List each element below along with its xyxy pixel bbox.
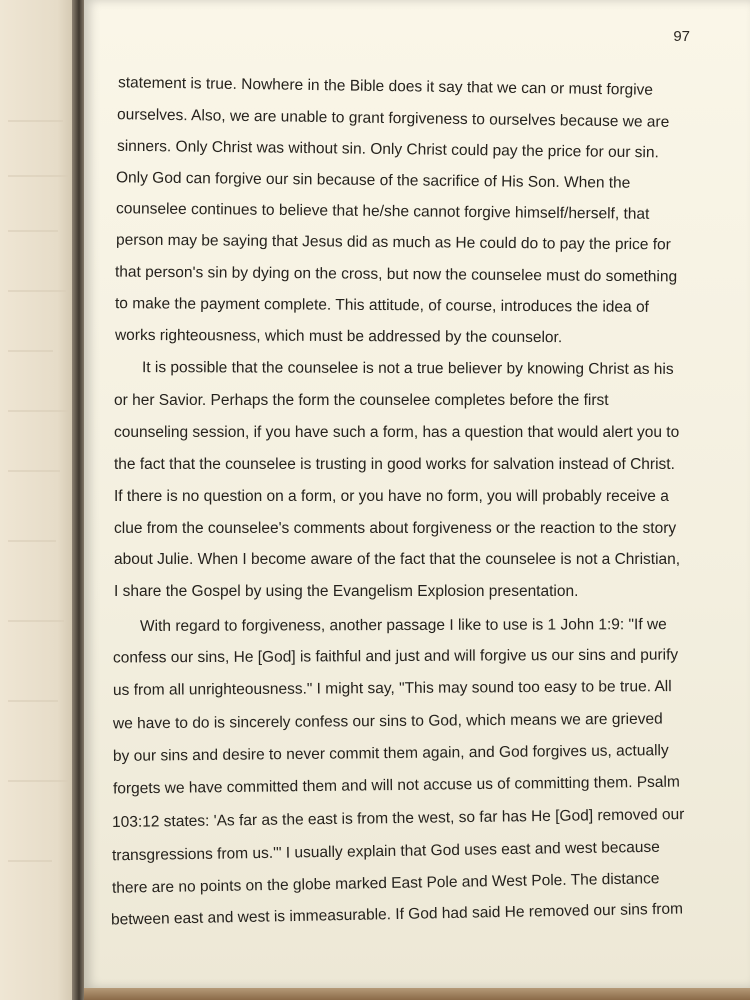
text-line: about Julie. When I become aware of the fact that the counselee is not a Christian, [114, 551, 681, 568]
text-line: If there is no question on a form, or you have no form, you will probably receive a [114, 488, 669, 505]
text-line: counseling session, if you have such a form, has a question that would alert you to [114, 424, 680, 441]
book-page [84, 0, 750, 988]
facing-page [0, 0, 82, 1000]
text-line: counselee continues to believe that he/she cannot forgive himself/herself, that [115, 200, 650, 223]
text-line: there are no points on the globe marked East Pole and West Pole. The distance [111, 870, 660, 897]
text-line: statement is true. Nowhere in the Bible does it say that we can or must forgive [117, 74, 654, 99]
text-line: sinners. Only Christ was without sin. Only Christ could pay the price for our sin. [116, 137, 659, 162]
text-line: forgets we have committed them and will not accuse us of committing them. Psalm [112, 773, 680, 798]
text-line: we have to do is sincerely confess our sins to God, which means we are grieved [112, 710, 663, 733]
text-line: to make the payment complete. This attitude, of course, introduces the idea of [114, 295, 649, 316]
text-line: ourselves. Also, we are unable to grant forgiveness to ourselves because we are [116, 106, 670, 131]
text-line: confess our sins, He [God] is faithful and just and will forgive us our sins and purify [112, 646, 679, 667]
text-line: between east and west is immeasurable. If God had said He removed our sins from [110, 900, 684, 929]
page-number: 97 [673, 28, 690, 45]
text-line: Only God can forgive our sin because of the sacrifice of His Son. When the [115, 169, 631, 192]
text-line: the fact that the counselee is trusting in good works for salvation instead of Christ. [114, 456, 675, 473]
text-line: us from all unrighteousness." I might say, "This may sound too easy to be true. All [112, 678, 672, 699]
text-line: clue from the counselee's comments about forgiveness or the reaction to the story [114, 520, 677, 537]
text-line: person may be saying that Jesus did as much as He could do to pay the price for [115, 231, 671, 254]
text-line: or her Savior. Perhaps the form the counselee completes before the first [114, 392, 609, 409]
table-edge [84, 988, 750, 1000]
text-line: transgressions from us.'" I usually explain that God uses east and west because [111, 838, 660, 865]
text-line: that person's sin by dying on the cross, but now the counselee must do something [114, 263, 678, 286]
text-line: by our sins and desire to never commit them again, and God forgives us, actually [112, 742, 669, 765]
text-line: 103:12 states: 'As far as the east is from the west, so far has He [God] removed our [111, 806, 685, 831]
text-line: works righteousness, which must be addressed by the counselor. [114, 326, 563, 347]
text-line: I share the Gospel by using the Evangelism Explosion presentation. [114, 583, 579, 600]
text-line: It is possible that the counselee is not a true believer by knowing Christ as his [141, 359, 674, 378]
text-line: With regard to forgiveness, another passage I like to use is 1 John 1:9: "If we [139, 616, 667, 635]
